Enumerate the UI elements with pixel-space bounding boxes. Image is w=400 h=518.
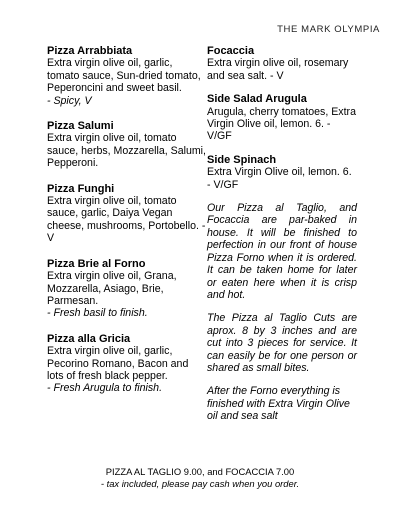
menu-item-note: - Spicy, V bbox=[47, 94, 92, 107]
menu-item-pizza-funghi bbox=[47, 183, 207, 245]
footer-tax-note: - tax included, please pay cash when you order. bbox=[100, 477, 300, 489]
menu-item-pizza-arrabbiata bbox=[47, 45, 207, 107]
menu-item-title: Pizza Arrabbiata bbox=[47, 45, 133, 57]
note-cut-size: The Pizza al Taglio Cuts are aprox. 8 by 3 inches and are cut into 3 pieces for service. It can easily be for one person or shared as small bites. bbox=[207, 312, 357, 374]
menu-item-title: Focaccia bbox=[207, 45, 255, 57]
menu-item-title: Pizza Brie al Forno bbox=[47, 257, 146, 270]
menu-item-description: Extra virgin olive oil, tomato sauce, herbs, Mozzarella, Salumi, Pepperoni. bbox=[47, 132, 206, 170]
menu-item-pizza-brie-al-forno bbox=[47, 258, 207, 320]
menu-item-description: Extra virgin olive oil, Grana, Mozzarella, Asiago, Brie, Parmesan. bbox=[47, 270, 177, 307]
menu-item-description: Extra virgin olive oil, garlic, Pecorino Romano, Bacon and lots of fresh black pepper. bbox=[47, 345, 189, 382]
menu-item-side-salad-arugula bbox=[207, 93, 357, 143]
menu-item-description: Extra virgin olive oil, tomato sauce, garlic, Daiya Vegan cheese, mushrooms, Portobello. - V bbox=[47, 195, 206, 245]
price-footer bbox=[0, 466, 400, 489]
menu-item-pizza-alla-gricia bbox=[47, 333, 207, 395]
menu-item-description: Extra Virgin Olive oil, lemon. 6. - V/GF bbox=[207, 166, 352, 191]
right-menu-column bbox=[207, 45, 357, 434]
menu-item-pizza-salumi bbox=[47, 120, 207, 170]
brand-name: THE MARK OLYMPIA bbox=[277, 24, 380, 35]
menu-item-focaccia bbox=[207, 45, 357, 82]
footer-prices: PIZZA AL TAGLIO 9.00, and FOCACCIA 7.00 bbox=[105, 466, 295, 477]
menu-item-title: Pizza alla Gricia bbox=[47, 332, 131, 345]
menu-item-title: Pizza Salumi bbox=[47, 120, 114, 133]
left-menu-column bbox=[47, 45, 207, 408]
note-finish: After the Forno everything is finished with Extra Virgin Olive oil and sea salt bbox=[207, 385, 350, 423]
menu-item-title: Side Salad Arugula bbox=[207, 93, 307, 106]
menu-item-description: Extra virgin olive oil, garlic, tomato sauce, Sun-dried tomato, Peperoncini and sweet basil. bbox=[47, 57, 201, 95]
menu-item-title: Pizza Funghi bbox=[47, 182, 115, 195]
note-par-baked: Our Pizza al Taglio, and Focaccia are par-baked in house. It will be finished to perfection in our front of house Pizza Forno when it is ordered. It can be taken home for later or eaten here when it is crisp and hot. bbox=[207, 202, 357, 301]
menu-item-side-spinach bbox=[207, 154, 357, 191]
menu-item-description: Extra virgin olive oil, rosemary and sea salt. - V bbox=[207, 57, 349, 82]
menu-item-title: Side Spinach bbox=[207, 153, 277, 166]
menu-item-note: - Fresh basil to finish. bbox=[47, 307, 148, 320]
menu-item-note: - Fresh Arugula to finish. bbox=[47, 382, 163, 395]
menu-item-description: Arugula, cherry tomatoes, Extra Virgin Olive oil, lemon. 6. - V/GF bbox=[207, 105, 356, 143]
